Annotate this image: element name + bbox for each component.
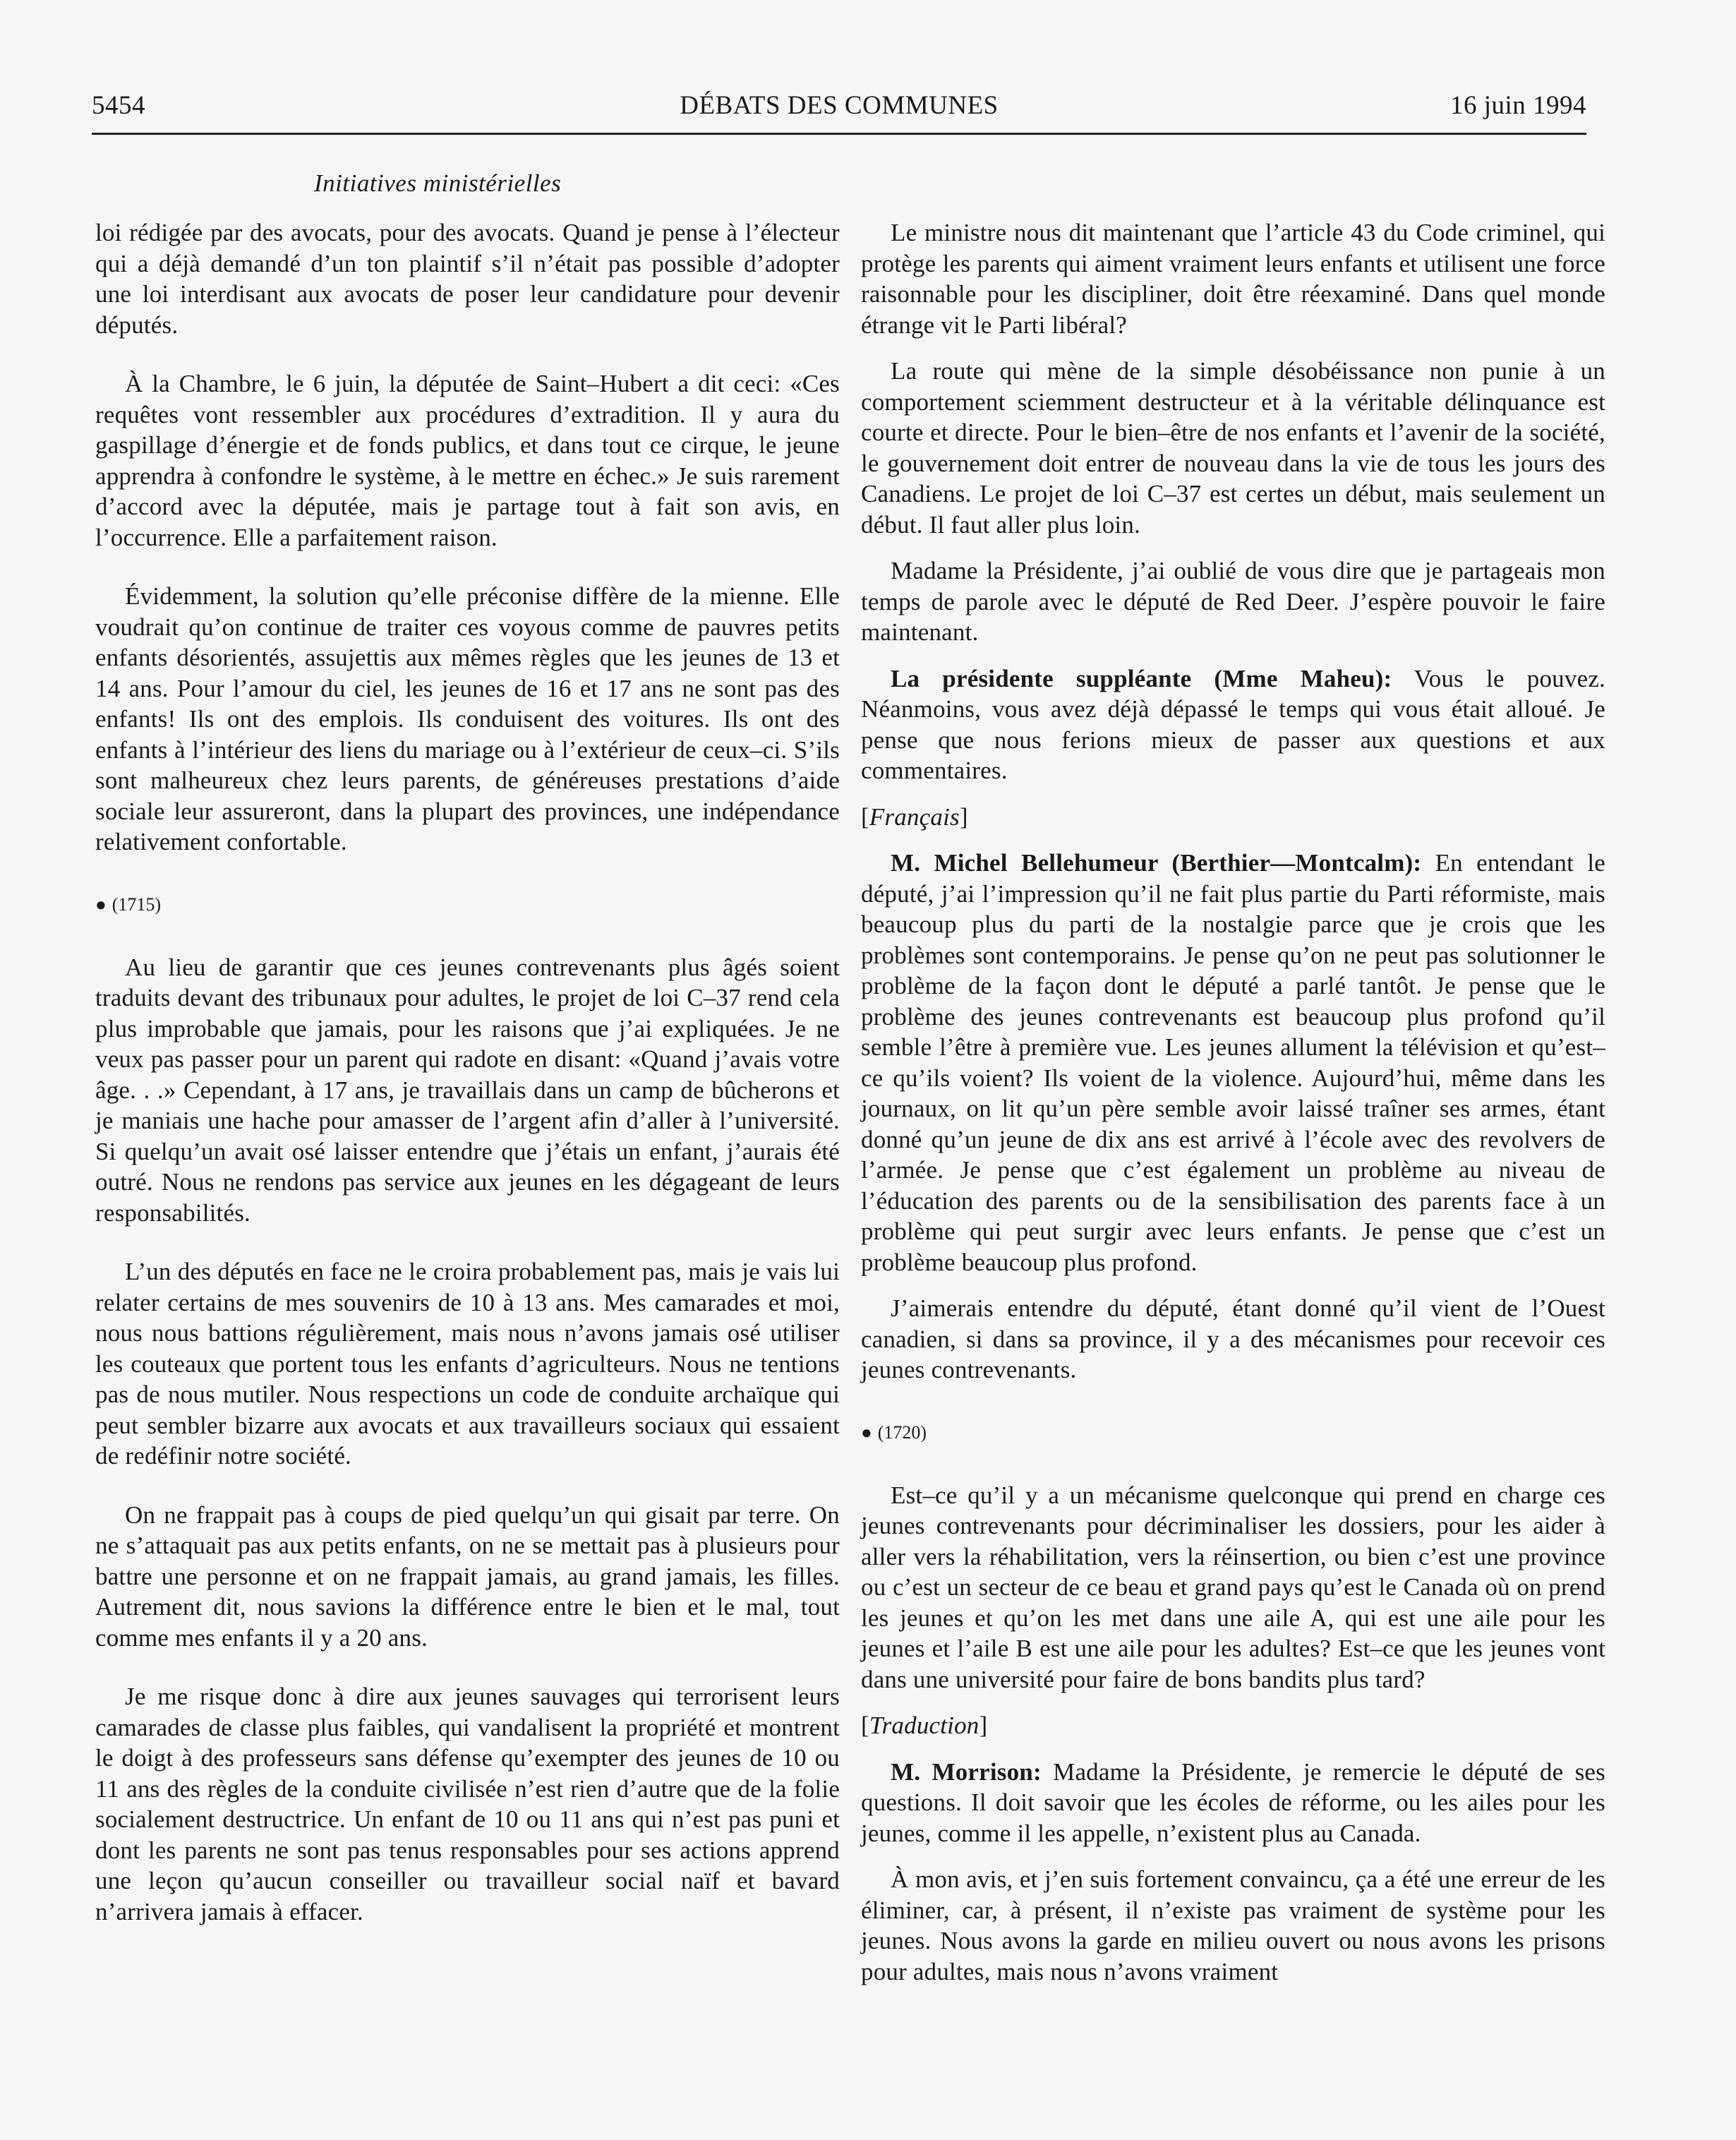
right-column bbox=[861, 217, 1605, 1987]
bullet-icon: ● bbox=[861, 1421, 872, 1443]
paragraph: Je me risque donc à dire aux jeunes sauvages qui terrorisent leurs camarades de classe plus faibles, qui vandalisent la propriété et montrent le doigt à des professeurs sans défense qu’exempter des jeunes de 10 ou 11 ans des règles de la conduite civilisée n’est rien d’autre que de la folie socialement destructrice. Un enfant de 10 ou 11 ans qui n’est pas puni et dont les parents ne sont pas tenus responsables pour ses actions apprend une leçon qu’aucun conseiller ou travailleur social naïf et bavard n’arrivera jamais à effacer. bbox=[95, 1683, 840, 1925]
paragraph: Évidemment, la solution qu’elle préconise diffère de la mienne. Elle voudrait qu’on continue de traiter ces voyous comme de pauvres petits enfants désorientés, assujettis aux mêmes règles que les jeunes de 13 et 14 ans. Pour l’amour du ciel, les jeunes de 16 et 17 ans ne sont pas des enfants! Ils ont des emplois. Ils conduisent des voitures. Ils ont des enfants à l’intérieur des liens du mariage ou à l’extérieur de ceux–ci. S’ils sont malheureux chez leurs parents, de généreuses prestations d’aide sociale leur assureront, dans la plupart des provinces, une indépendance relativement confortable. bbox=[95, 582, 840, 855]
speaker-name: La présidente suppléante (Mme Maheu): bbox=[891, 664, 1392, 692]
publication-date: 16 juin 1994 bbox=[1449, 91, 1586, 120]
paragraph: La route qui mène de la simple désobéissance non punie à un comportement sciemment destructeur et à la véritable délinquance est courte et directe. Pour le bien–être de nos enfants et l’avenir de la société, le gouvernement doit entrer de nouveau dans la vie de tous les jours des Canadiens. Le projet de loi C–37 est certes un début, mais seulement un début. Il faut aller plus loin. bbox=[861, 357, 1605, 539]
speech-text: Vous le pouvez. Néanmoins, vous avez déjà dépassé le temps qui vous était alloué. Je pense que nous ferions mieux de passer aux questions et aux commentaires. bbox=[861, 664, 1606, 784]
paragraph bbox=[861, 1757, 1605, 1849]
left-column bbox=[95, 217, 840, 1927]
page-header bbox=[92, 90, 1586, 135]
paragraph bbox=[861, 848, 1605, 1278]
paragraph: loi rédigée par des avocats, pour des avocats. Quand je pense à l’électeur qui a déjà demandé d’un ton plaintif s’il n’était pas possible d’adopter une loi interdisant aux avocats de poser leur candidature pour devenir députés. bbox=[95, 219, 840, 339]
timestamp: (1720) bbox=[877, 1421, 927, 1443]
page-number: 5454 bbox=[92, 91, 145, 120]
speech-text: Madame la Présidente, je remercie le député de ses questions. Il doit savoir que les écoles de réforme, ou les ailes pour les jeunes, comme il les appelle, n’existent plus au Canada. bbox=[861, 1757, 1605, 1847]
paragraph bbox=[861, 663, 1605, 786]
paragraph: Est–ce qu’il y a un mécanisme quelconque qui prend en charge ces jeunes contrevenants pour décriminaliser les dossiers, pour les aider à aller vers la réhabilitation, vers la réinsertion, ou bien c’est une province ou c’est un secteur de ce beau et grand pays qu’est le Canada où on prend les jeunes et qu’on les met dans une aile A, qui est une aile pour les jeunes et l’aile B est une aile pour les adultes? Est–ce que les jeunes vont dans une université pour faire de bons bandits plus tard? bbox=[861, 1481, 1605, 1693]
paragraph: À la Chambre, le 6 juin, la députée de Saint–Hubert a dit ceci: «Ces requêtes vont ressembler aux procédures d’extradition. Il y aura du gaspillage d’énergie et de fonds publics, et dans tout ce cirque, le jeune apprendra à confondre le système, à le mettre en échec.» Je suis rarement d’accord avec la députée, mais je partage tout à fait son avis, en l’occurrence. Elle a parfaitement raison. bbox=[95, 370, 840, 551]
paragraph: À mon avis, et j’en suis fortement convaincu, ça a été une erreur de les éliminer, car, à présent, il n’existe pas vraiment de système pour les jeunes. Nous avons la garde en milieu ouvert ou nous avons les prisons pour adultes, mais nous n’avons vraiment bbox=[861, 1865, 1605, 1985]
language-tag: [Français] bbox=[861, 802, 968, 831]
publication-title: DÉBATS DES COMMUNES bbox=[680, 91, 999, 120]
paragraph: L’un des députés en face ne le croira probablement pas, mais je vais lui relater certains de mes souvenirs de 10 à 13 ans. Mes camarades et moi, nous nous battions régulièrement, mais nous n’avons jamais osé utiliser les couteaux que portent tous les enfants d’agriculteurs. Nous ne tentions pas de nous mutiler. Nous respections un code de conduite archaïque qui peut sembler bizarre aux avocats et aux travailleurs sociaux qui essaient de redéfinir notre société. bbox=[95, 1258, 840, 1469]
paragraph: Le ministre nous dit maintenant que l’article 43 du Code criminel, qui protège les parents qui aiment vraiment leurs enfants et utilisent une force raisonnable pour les discipliner, doit être réexaminé. Dans quel monde étrange vit le Parti libéral? bbox=[861, 219, 1605, 339]
language-tag: [Traduction] bbox=[861, 1712, 988, 1739]
language-tag-text: Français bbox=[869, 802, 960, 831]
speaker-name: M. Michel Bellehumeur (Berthier—Montcalm): bbox=[891, 849, 1422, 877]
timestamp-marker bbox=[95, 894, 840, 915]
paragraph: Au lieu de garantir que ces jeunes contrevenants plus âgés soient traduits devant des tribunaux pour adultes, le projet de loi C–37 rend cela plus improbable que jamais, pour les raisons que j’ai expliquées. Je ne veux pas passer pour un parent qui radote en disant: «Quand j’avais votre âge. . .» Cependant, à 17 ans, je travaillais dans un camp de bûcherons et je maniais une hache pour amasser de l’argent afin d’aller à l’université. Si quelqu’un avait osé laisser entendre que j’étais un enfant, j’aurais été outré. Nous ne rendons pas service aux jeunes en les dégageant de leurs responsabilités. bbox=[95, 953, 840, 1227]
timestamp-marker bbox=[861, 1422, 1605, 1443]
paragraph: Madame la Présidente, j’ai oublié de vous dire que je partageais mon temps de parole avec le député de Red Deer. J’espère pouvoir le faire maintenant. bbox=[861, 557, 1605, 646]
paragraph: On ne frappait pas à coups de pied quelqu’un qui gisait par terre. On ne s’attaquait pas aux petits enfants, on ne se mettait pas à plusieurs pour battre une personne et on ne frappait jamais, au grand jamais, les filles. Autrement dit, nous savions la différence entre le bien et le mal, tout comme mes enfants il y a 20 ans. bbox=[95, 1501, 840, 1652]
timestamp: (1715) bbox=[111, 894, 162, 915]
paragraph: J’aimerais entendre du député, étant donné qu’il vient de l’Ouest canadien, si dans sa province, il y a des mécanismes pour recevoir ces jeunes contrevenants. bbox=[861, 1294, 1605, 1383]
speaker-name: M. Morrison: bbox=[891, 1757, 1042, 1786]
speech-text: En entendant le député, j’ai l’impression qu’il ne fait plus partie du Parti réformiste, mais beaucoup plus du parti de la nostalgie parce que je crois que les problèmes sont contemporains. Je pense qu’on ne peut pas solutionner le problème de la façon dont le député a parlé tantôt. Je pense que le problème des jeunes contrevenants est beaucoup plus profond qu’il semble l’être à première vue. Les jeunes allument la télévision et qu’est–ce qu’ils voient? Ils voient de la violence. Aujourd’hui, même dans les journaux, on lit qu’un père semble avoir laissé traîner ses armes, étant donné qu’un jeune de dix ans est arrivé à l’école avec des revolvers de l’armée. Je pense que c’est également un problème au niveau de l’éducation des parents ou de la sensibilisation des parents face à un problème qui peut surgir avec leurs enfants. Je pense que c’est un problème beaucoup plus profond. bbox=[861, 849, 1605, 1276]
language-tag-text: Traduction bbox=[869, 1712, 979, 1739]
bullet-icon: ● bbox=[95, 894, 107, 915]
section-title: Initiatives ministérielles bbox=[314, 169, 562, 197]
